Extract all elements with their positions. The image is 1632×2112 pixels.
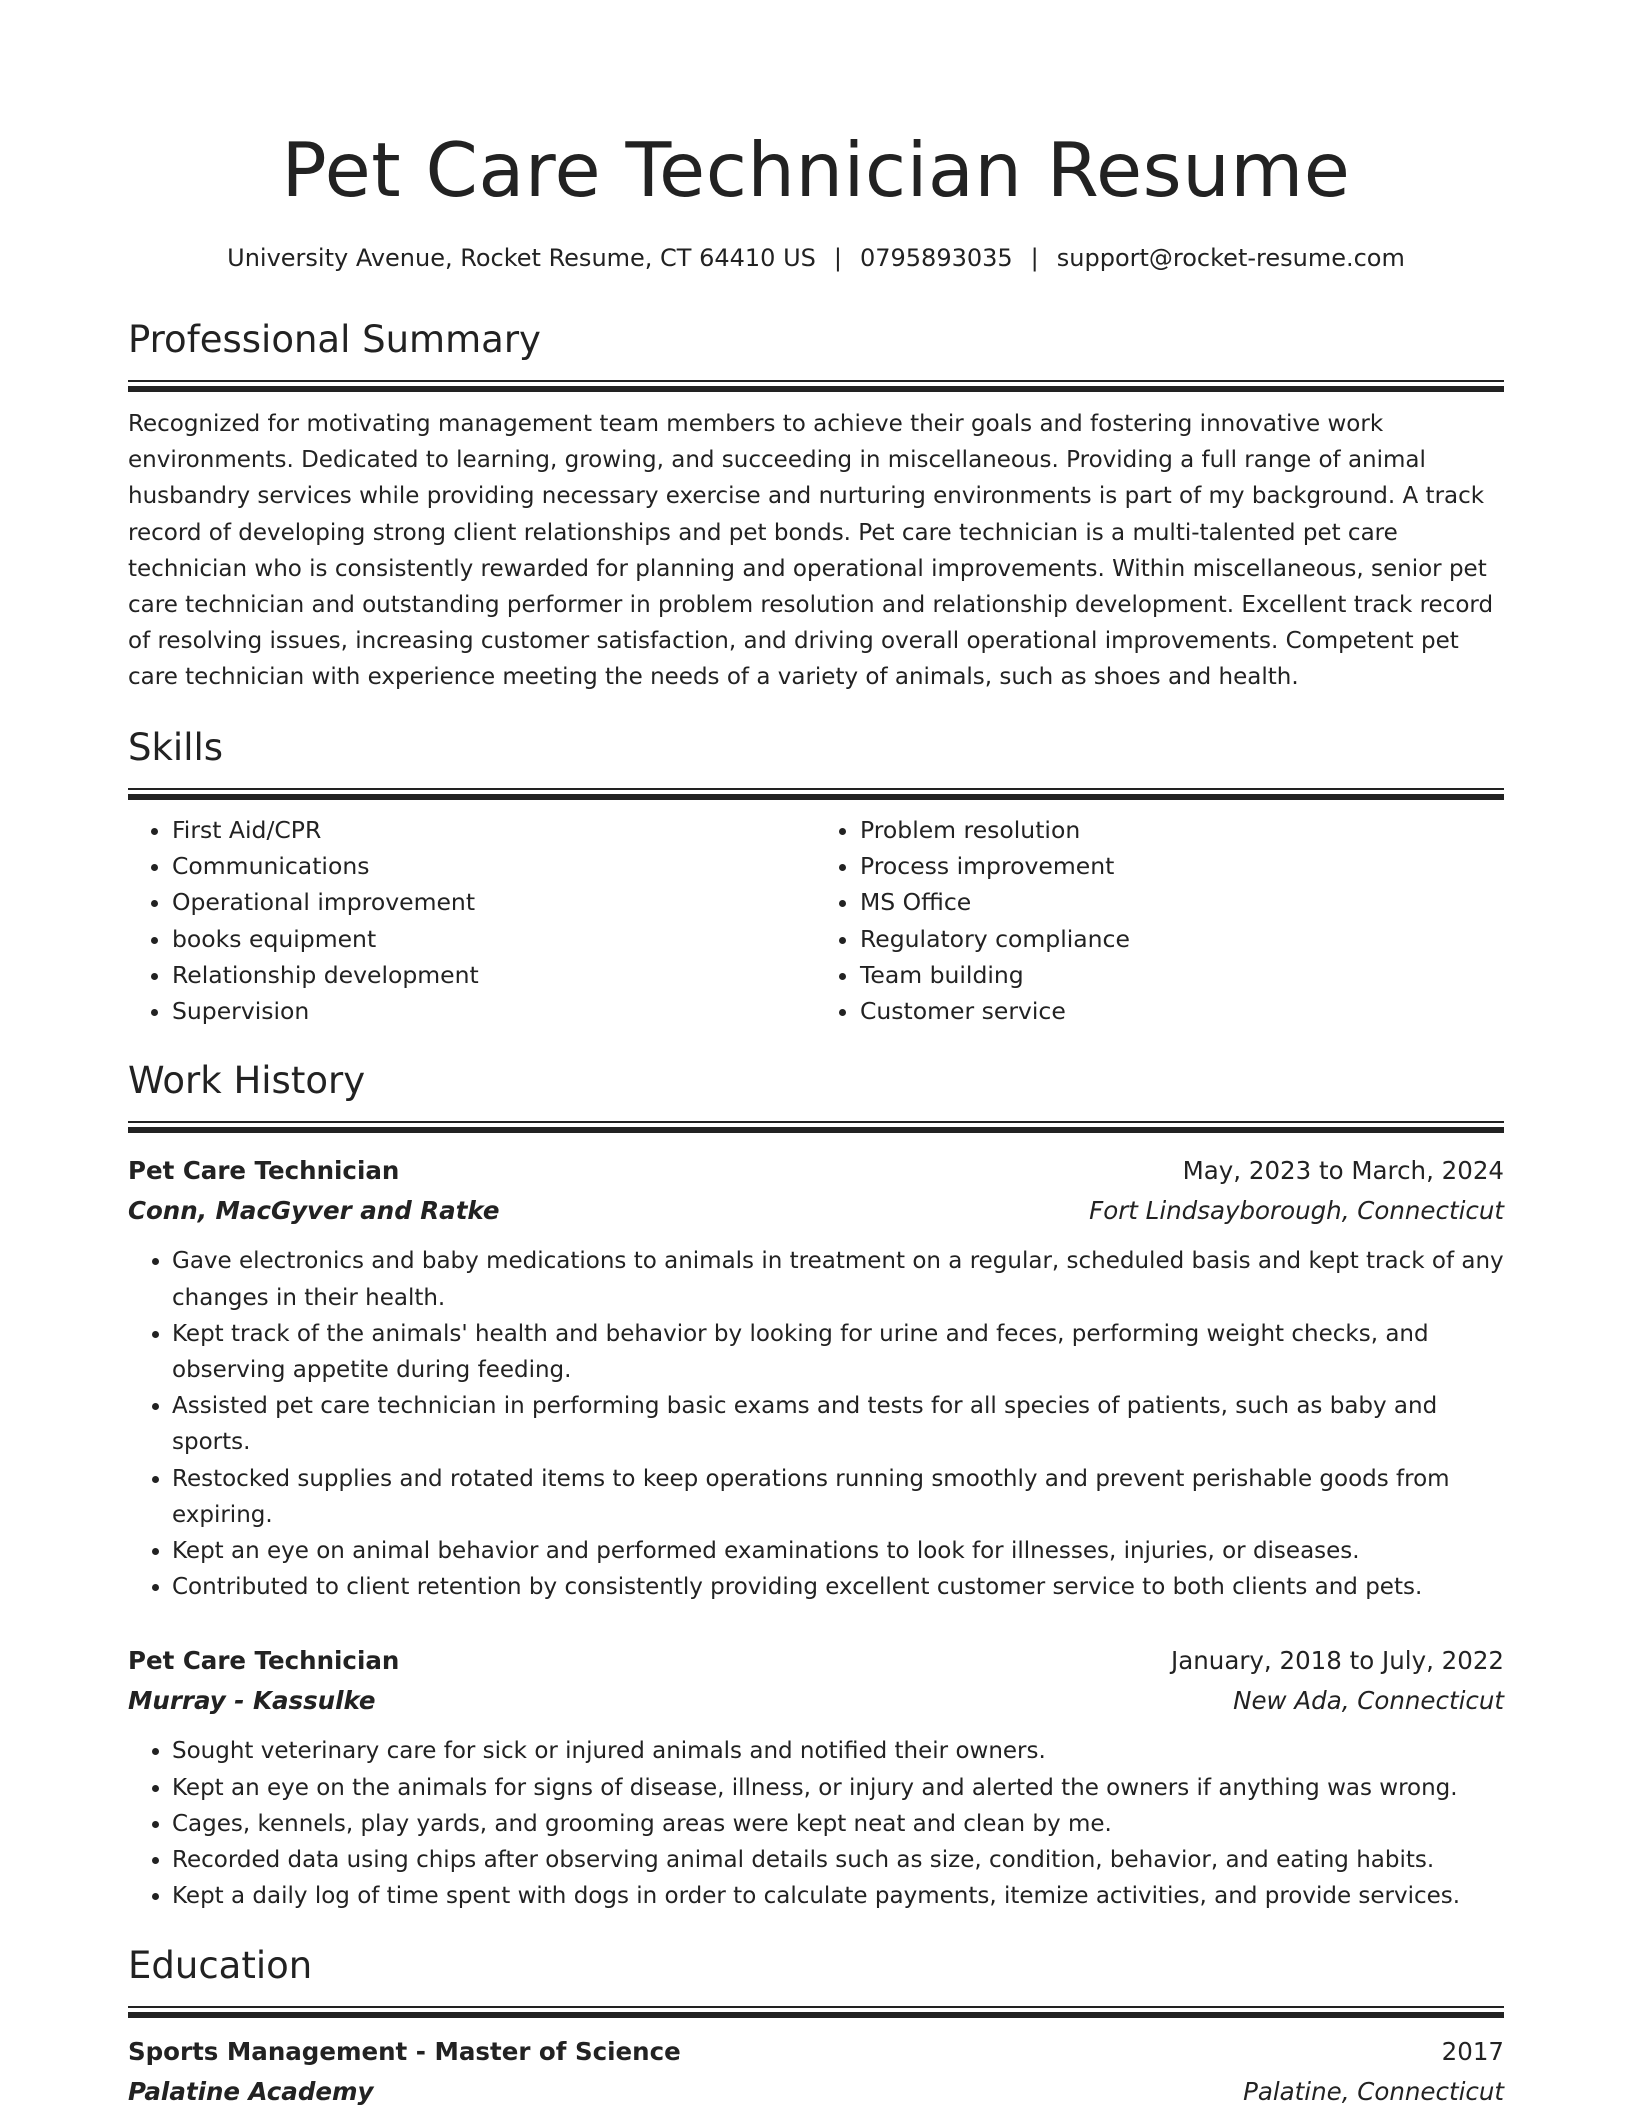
section-heading: Education — [128, 1944, 313, 1988]
skill-item: • Regulatory compliance — [860, 921, 1504, 957]
section-heading: Work History — [128, 1059, 366, 1103]
summary-section — [128, 316, 1504, 696]
job-entry — [128, 1151, 1504, 1605]
education-year: 2017 — [1441, 2037, 1504, 2067]
skills-section — [128, 724, 1504, 1030]
contact-line — [128, 240, 1504, 276]
job-bullet: • Gave electronics and baby medications to animals in treatment on a regular, scheduled basis and kept track of any changes in their health. — [172, 1243, 1504, 1315]
page-title: Pet Care Technician Resume — [281, 126, 1351, 214]
job-bullet: • Contributed to client retention by consistently providing excellent customer service to both clients and pets. — [172, 1569, 1504, 1605]
contact-separator: | — [833, 244, 842, 272]
section-heading: Skills — [128, 725, 224, 769]
skills-column-left — [128, 812, 816, 1030]
skill-item: • Supervision — [172, 993, 816, 1029]
job-dates: May, 2023 to March, 2024 — [1182, 1156, 1504, 1186]
job-location: New Ada, Connecticut — [1233, 1686, 1504, 1716]
contact-email: support@rocket-resume.com — [1056, 244, 1405, 272]
job-bullet: • Kept an eye on animal behavior and performed examinations to look for illnesses, injuries, or diseases. — [172, 1533, 1504, 1569]
job-location: Fort Lindsayborough, Connecticut — [1089, 1196, 1504, 1226]
education-section — [128, 1942, 1504, 2112]
contact-address: University Avenue, Rocket Resume, CT 64410 US — [227, 244, 816, 272]
work-history-section — [128, 1057, 1504, 1914]
skill-item: • Relationship development — [172, 957, 816, 993]
skill-item: • MS Office — [860, 884, 1504, 920]
job-entry — [128, 1641, 1504, 1914]
skill-item: • Operational improvement — [172, 884, 816, 920]
section-divider — [128, 788, 1504, 800]
education-location: Palatine, Connecticut — [1243, 2077, 1504, 2107]
education-entry — [128, 2032, 1504, 2112]
job-bullet: • Kept an eye on the animals for signs of disease, illness, or injury and alerted the owners if anything was wrong. — [172, 1770, 1504, 1806]
job-company: Murray - Kassulke — [128, 1686, 376, 1716]
section-divider — [128, 2006, 1504, 2018]
skill-item: • books equipment — [172, 921, 816, 957]
section-divider — [128, 380, 1504, 392]
job-bullet: • Kept track of the animals' health and behavior by looking for urine and feces, performing weight checks, and observing appetite during feeding. — [172, 1316, 1504, 1388]
job-bullets — [128, 1243, 1504, 1605]
education-degree: Sports Management - Master of Science — [128, 2037, 681, 2067]
section-divider — [128, 1121, 1504, 1133]
job-bullets — [128, 1733, 1504, 1914]
contact-separator: | — [1030, 244, 1039, 272]
job-bullet: • Cages, kennels, play yards, and grooming areas were kept neat and clean by me. — [172, 1806, 1504, 1842]
job-bullet: • Sought veterinary care for sick or injured animals and notified their owners. — [172, 1733, 1504, 1769]
skills-column-right — [816, 812, 1504, 1030]
skill-item: • Communications — [172, 848, 816, 884]
section-heading: Professional Summary — [128, 318, 541, 361]
job-dates: January, 2018 to July, 2022 — [1171, 1646, 1504, 1676]
skill-item: • First Aid/CPR — [172, 812, 816, 848]
summary-text: Recognized for motivating management team members to achieve their goals and fostering innovative work environments. Dedicated to learning, growing, and succeeding in miscellaneous. Providing a full range of animal husbandry services while providing necessary exercise and nurturing environments is part of my background. A track record of developing strong client relationships and pet bonds. Pet care technician is a multi-talented pet care technician who is consistently rewarded for planning and operational improvements. Within miscellaneous, senior pet care technician and outstanding performer in problem resolution and relationship development. Excellent track record of resolving issues, increasing customer satisfaction, and driving overall operational improvements. Competent pet care technician with experience meeting the needs of a variety of animals, such as shoes and health. — [128, 411, 1494, 691]
contact-phone: 0795893035 — [859, 244, 1013, 272]
job-bullet: • Assisted pet care technician in performing basic exams and tests for all species of patients, such as baby and sports. — [172, 1388, 1504, 1460]
skill-item: • Problem resolution — [860, 812, 1504, 848]
skills-list — [128, 812, 1504, 1030]
skill-item: • Process improvement — [860, 848, 1504, 884]
job-bullet: • Recorded data using chips after observing animal details such as size, condition, behavior, and eating habits. — [172, 1842, 1504, 1878]
job-company: Conn, MacGyver and Ratke — [128, 1196, 500, 1226]
education-school: Palatine Academy — [128, 2077, 374, 2107]
skill-item: • Customer service — [860, 993, 1504, 1029]
job-title: Pet Care Technician — [128, 1646, 400, 1676]
job-bullet: • Restocked supplies and rotated items to keep operations running smoothly and prevent perishable goods from expiring. — [172, 1461, 1504, 1533]
skill-item: • Team building — [860, 957, 1504, 993]
job-bullet: • Kept a daily log of time spent with dogs in order to calculate payments, itemize activities, and provide services. — [172, 1878, 1504, 1914]
job-title: Pet Care Technician — [128, 1156, 400, 1186]
